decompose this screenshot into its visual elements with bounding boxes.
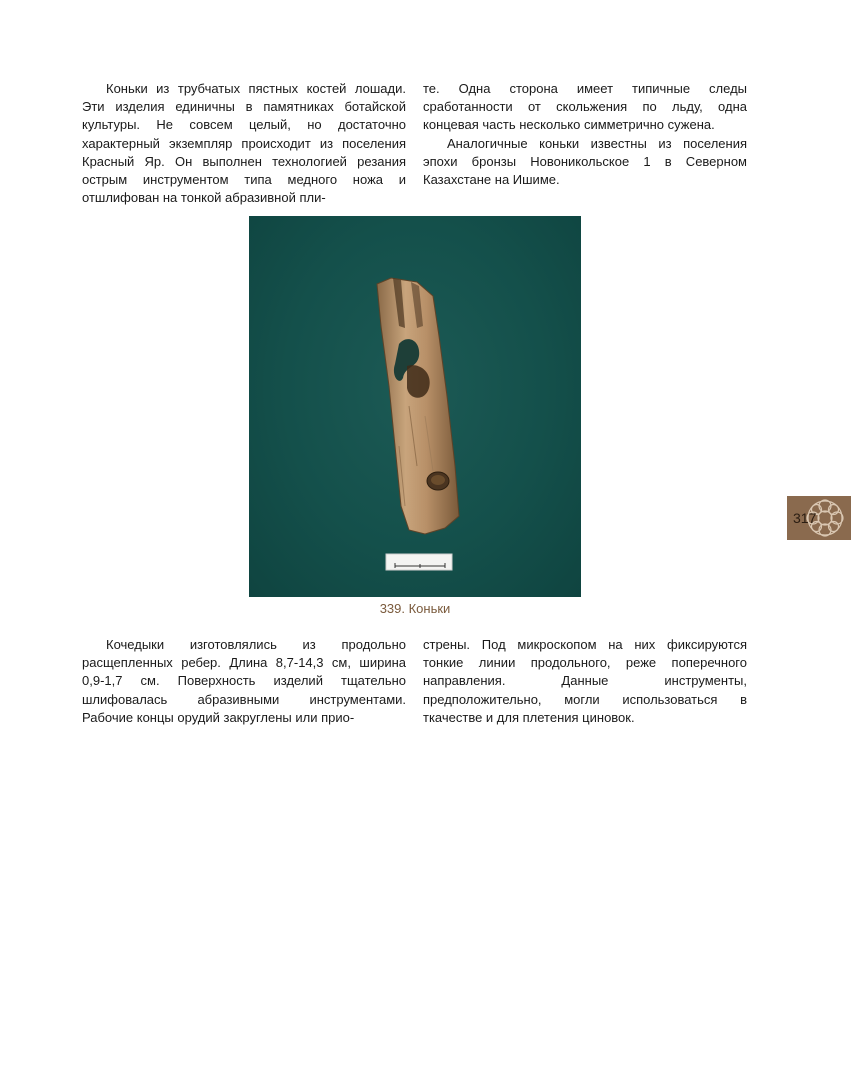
scale-bar — [386, 554, 452, 570]
bone-skate-illustration — [249, 216, 581, 597]
top-left-column — [82, 80, 406, 207]
analog-skates-paragraph: Аналогичные коньки известны из поселения эпохи бронзы Новоникольское 1 в Северном Казахстане на Ишиме. — [423, 135, 747, 188]
skates-paragraph-continuation: те. Одна сторона имеет типичные следы сработанности от скольжения по льду, одна концевая часть несколько симметрично сужена. — [423, 81, 747, 133]
bottom-right-column — [423, 636, 747, 727]
top-right-column — [423, 80, 747, 189]
figure-caption: 339. Коньки — [379, 601, 451, 616]
awls-paragraph: Кочедыки изготовлялись из продольно расщепленных ребер. Длина 8,7-14,3 см, ширина 0,9-1,7 см. Поверхность изделий тщательно шлифовалась абразивными инструментами. Рабочие концы орудий закруглены или прио- — [82, 637, 406, 725]
skate-photo — [249, 216, 581, 597]
awls-paragraph-continuation: стрены. Под микроскопом на них фиксируются тонкие линии продольного, реже поперечного направления. Данные инструменты, предположительно, могли использоваться в ткачестве и для плетения циновок. — [423, 637, 747, 725]
bottom-left-column — [82, 636, 406, 727]
page-number: 317 — [793, 510, 817, 526]
skates-paragraph: Коньки из трубчатых пястных костей лошади. Эти изделия единичны в памятниках ботайской культуры. Не совсем целый, но достаточно характерный экземпляр происходит из поселения Красный Яр. Он выполнен технологией резания острым инструментом типа медного ножа и отшлифован на тонкой абразивной пли- — [82, 81, 406, 206]
page-number-tab — [787, 496, 851, 540]
